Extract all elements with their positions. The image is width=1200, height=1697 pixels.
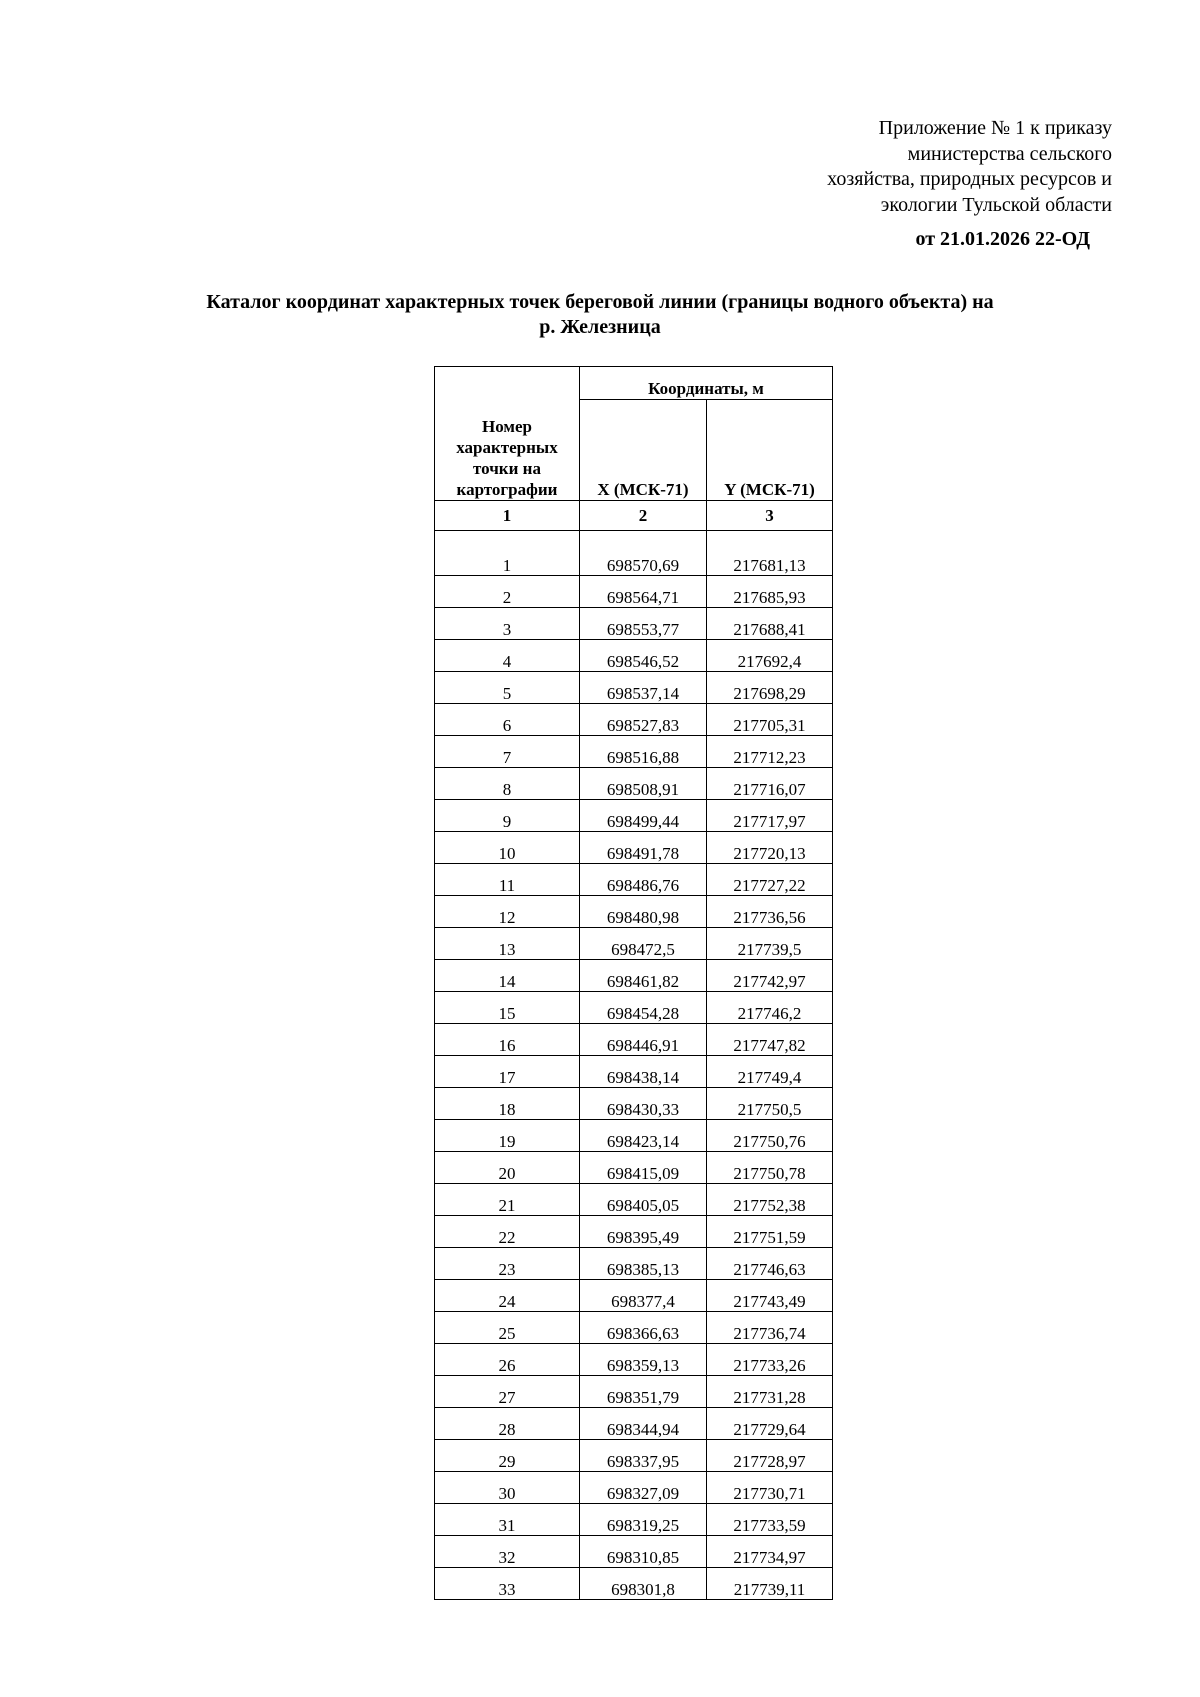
header-point-number: Номер характерных точки на картографии xyxy=(435,367,580,501)
point-number-cell: 15 xyxy=(435,992,580,1024)
x-coordinate-cell: 698508,91 xyxy=(580,768,707,800)
point-number-cell: 28 xyxy=(435,1408,580,1440)
table-row xyxy=(435,992,833,1024)
table-row xyxy=(435,1504,833,1536)
x-coordinate-cell: 698527,83 xyxy=(580,704,707,736)
x-coordinate-cell: 698537,14 xyxy=(580,672,707,704)
x-coordinate-cell: 698553,77 xyxy=(580,608,707,640)
appendix-line: Приложение № 1 к приказу xyxy=(878,117,1112,139)
table-row xyxy=(435,1376,833,1408)
table-row xyxy=(435,1472,833,1504)
x-coordinate-cell: 698564,71 xyxy=(580,576,707,608)
x-coordinate-cell: 698310,85 xyxy=(580,1536,707,1568)
header-y: Y (МСК-71) xyxy=(707,400,833,501)
point-number-cell: 17 xyxy=(435,1056,580,1088)
document-title xyxy=(150,290,1050,340)
y-coordinate-cell: 217734,97 xyxy=(707,1536,833,1568)
y-coordinate-cell: 217716,07 xyxy=(707,768,833,800)
point-number-cell: 1 xyxy=(435,531,580,576)
table-row xyxy=(435,1024,833,1056)
x-coordinate-cell: 698337,95 xyxy=(580,1440,707,1472)
y-coordinate-cell: 217750,76 xyxy=(707,1120,833,1152)
table-row xyxy=(435,608,833,640)
y-coordinate-cell: 217750,78 xyxy=(707,1152,833,1184)
x-coordinate-cell: 698491,78 xyxy=(580,832,707,864)
point-number-cell: 32 xyxy=(435,1536,580,1568)
x-coordinate-cell: 698423,14 xyxy=(580,1120,707,1152)
y-coordinate-cell: 217746,63 xyxy=(707,1248,833,1280)
y-coordinate-cell: 217736,56 xyxy=(707,896,833,928)
point-number-cell: 21 xyxy=(435,1184,580,1216)
table-row xyxy=(435,1280,833,1312)
header-x: X (МСК-71) xyxy=(580,400,707,501)
point-number-cell: 4 xyxy=(435,640,580,672)
y-coordinate-cell: 217751,59 xyxy=(707,1216,833,1248)
y-coordinate-cell: 217746,2 xyxy=(707,992,833,1024)
header-coordinates: Координаты, м xyxy=(580,367,833,400)
table-row xyxy=(435,672,833,704)
table-row xyxy=(435,768,833,800)
point-number-cell: 12 xyxy=(435,896,580,928)
point-number-cell: 25 xyxy=(435,1312,580,1344)
table-row xyxy=(435,1216,833,1248)
y-coordinate-cell: 217727,22 xyxy=(707,864,833,896)
y-coordinate-cell: 217752,38 xyxy=(707,1184,833,1216)
x-coordinate-cell: 698461,82 xyxy=(580,960,707,992)
y-coordinate-cell: 217728,97 xyxy=(707,1440,833,1472)
y-coordinate-cell: 217729,64 xyxy=(707,1408,833,1440)
table-row xyxy=(435,736,833,768)
appendix-note xyxy=(827,116,1112,218)
point-number-cell: 14 xyxy=(435,960,580,992)
table-row xyxy=(435,1408,833,1440)
appendix-line: экологии Тульской области xyxy=(880,193,1112,216)
appendix-date: от 21.01.2026 22-ОД xyxy=(915,228,1090,250)
point-number-cell: 7 xyxy=(435,736,580,768)
table-row xyxy=(435,704,833,736)
point-number-cell: 33 xyxy=(435,1568,580,1600)
x-coordinate-cell: 698301,8 xyxy=(580,1568,707,1600)
table-row xyxy=(435,800,833,832)
y-coordinate-cell: 217733,26 xyxy=(707,1344,833,1376)
x-coordinate-cell: 698570,69 xyxy=(580,531,707,576)
x-coordinate-cell: 698327,09 xyxy=(580,1472,707,1504)
x-coordinate-cell: 698486,76 xyxy=(580,864,707,896)
table-row xyxy=(435,1344,833,1376)
y-coordinate-cell: 217733,59 xyxy=(707,1504,833,1536)
table-row xyxy=(435,640,833,672)
appendix-line: министерства сельского xyxy=(907,142,1112,165)
table-row xyxy=(435,1120,833,1152)
point-number-cell: 18 xyxy=(435,1088,580,1120)
table-body xyxy=(435,531,833,1600)
point-number-cell: 5 xyxy=(435,672,580,704)
x-coordinate-cell: 698319,25 xyxy=(580,1504,707,1536)
point-number-cell: 10 xyxy=(435,832,580,864)
coordinates-table xyxy=(434,366,833,1600)
point-number-cell: 27 xyxy=(435,1376,580,1408)
title-line-1: Каталог координат характерных точек береговой линии (границы водного объекта) на xyxy=(206,291,994,313)
y-coordinate-cell: 217747,82 xyxy=(707,1024,833,1056)
column-index: 1 xyxy=(435,501,580,531)
x-coordinate-cell: 698405,05 xyxy=(580,1184,707,1216)
point-number-cell: 20 xyxy=(435,1152,580,1184)
point-number-cell: 9 xyxy=(435,800,580,832)
table-row xyxy=(435,1536,833,1568)
x-coordinate-cell: 698480,98 xyxy=(580,896,707,928)
y-coordinate-cell: 217692,4 xyxy=(707,640,833,672)
table-row xyxy=(435,531,833,576)
point-number-cell: 19 xyxy=(435,1120,580,1152)
point-number-cell: 3 xyxy=(435,608,580,640)
point-number-cell: 24 xyxy=(435,1280,580,1312)
table-row xyxy=(435,1056,833,1088)
point-number-cell: 22 xyxy=(435,1216,580,1248)
y-coordinate-cell: 217750,5 xyxy=(707,1088,833,1120)
y-coordinate-cell: 217739,5 xyxy=(707,928,833,960)
y-coordinate-cell: 217717,97 xyxy=(707,800,833,832)
x-coordinate-cell: 698366,63 xyxy=(580,1312,707,1344)
y-coordinate-cell: 217742,97 xyxy=(707,960,833,992)
x-coordinate-cell: 698377,4 xyxy=(580,1280,707,1312)
point-number-cell: 6 xyxy=(435,704,580,736)
y-coordinate-cell: 217681,13 xyxy=(707,531,833,576)
x-coordinate-cell: 698395,49 xyxy=(580,1216,707,1248)
table-row xyxy=(435,832,833,864)
y-coordinate-cell: 217743,49 xyxy=(707,1280,833,1312)
table-row xyxy=(435,1440,833,1472)
table-row xyxy=(435,896,833,928)
point-number-cell: 29 xyxy=(435,1440,580,1472)
table-row xyxy=(435,1312,833,1344)
x-coordinate-cell: 698546,52 xyxy=(580,640,707,672)
point-number-cell: 31 xyxy=(435,1504,580,1536)
y-coordinate-cell: 217705,31 xyxy=(707,704,833,736)
x-coordinate-cell: 698438,14 xyxy=(580,1056,707,1088)
table-row xyxy=(435,576,833,608)
y-coordinate-cell: 217685,93 xyxy=(707,576,833,608)
table-row xyxy=(435,928,833,960)
x-coordinate-cell: 698516,88 xyxy=(580,736,707,768)
x-coordinate-cell: 698446,91 xyxy=(580,1024,707,1056)
y-coordinate-cell: 217736,74 xyxy=(707,1312,833,1344)
table-row xyxy=(435,1248,833,1280)
point-number-cell: 11 xyxy=(435,864,580,896)
point-number-cell: 30 xyxy=(435,1472,580,1504)
x-coordinate-cell: 698430,33 xyxy=(580,1088,707,1120)
y-coordinate-cell: 217720,13 xyxy=(707,832,833,864)
title-line-2: р. Железница xyxy=(539,316,661,338)
column-index: 2 xyxy=(580,501,707,531)
x-coordinate-cell: 698351,79 xyxy=(580,1376,707,1408)
y-coordinate-cell: 217698,29 xyxy=(707,672,833,704)
table-row xyxy=(435,1184,833,1216)
point-number-cell: 26 xyxy=(435,1344,580,1376)
x-coordinate-cell: 698385,13 xyxy=(580,1248,707,1280)
table-row xyxy=(435,1088,833,1120)
x-coordinate-cell: 698415,09 xyxy=(580,1152,707,1184)
table-row xyxy=(435,864,833,896)
column-index: 3 xyxy=(707,501,833,531)
y-coordinate-cell: 217688,41 xyxy=(707,608,833,640)
point-number-cell: 13 xyxy=(435,928,580,960)
y-coordinate-cell: 217739,11 xyxy=(707,1568,833,1600)
point-number-cell: 2 xyxy=(435,576,580,608)
y-coordinate-cell: 217730,71 xyxy=(707,1472,833,1504)
x-coordinate-cell: 698454,28 xyxy=(580,992,707,1024)
point-number-cell: 23 xyxy=(435,1248,580,1280)
table-row xyxy=(435,1152,833,1184)
point-number-cell: 8 xyxy=(435,768,580,800)
x-coordinate-cell: 698499,44 xyxy=(580,800,707,832)
table-row xyxy=(435,1568,833,1600)
appendix-line: хозяйства, природных ресурсов и xyxy=(827,168,1112,190)
x-coordinate-cell: 698359,13 xyxy=(580,1344,707,1376)
y-coordinate-cell: 217712,23 xyxy=(707,736,833,768)
table-row xyxy=(435,960,833,992)
y-coordinate-cell: 217749,4 xyxy=(707,1056,833,1088)
point-number-cell: 16 xyxy=(435,1024,580,1056)
x-coordinate-cell: 698344,94 xyxy=(580,1408,707,1440)
x-coordinate-cell: 698472,5 xyxy=(580,928,707,960)
y-coordinate-cell: 217731,28 xyxy=(707,1376,833,1408)
